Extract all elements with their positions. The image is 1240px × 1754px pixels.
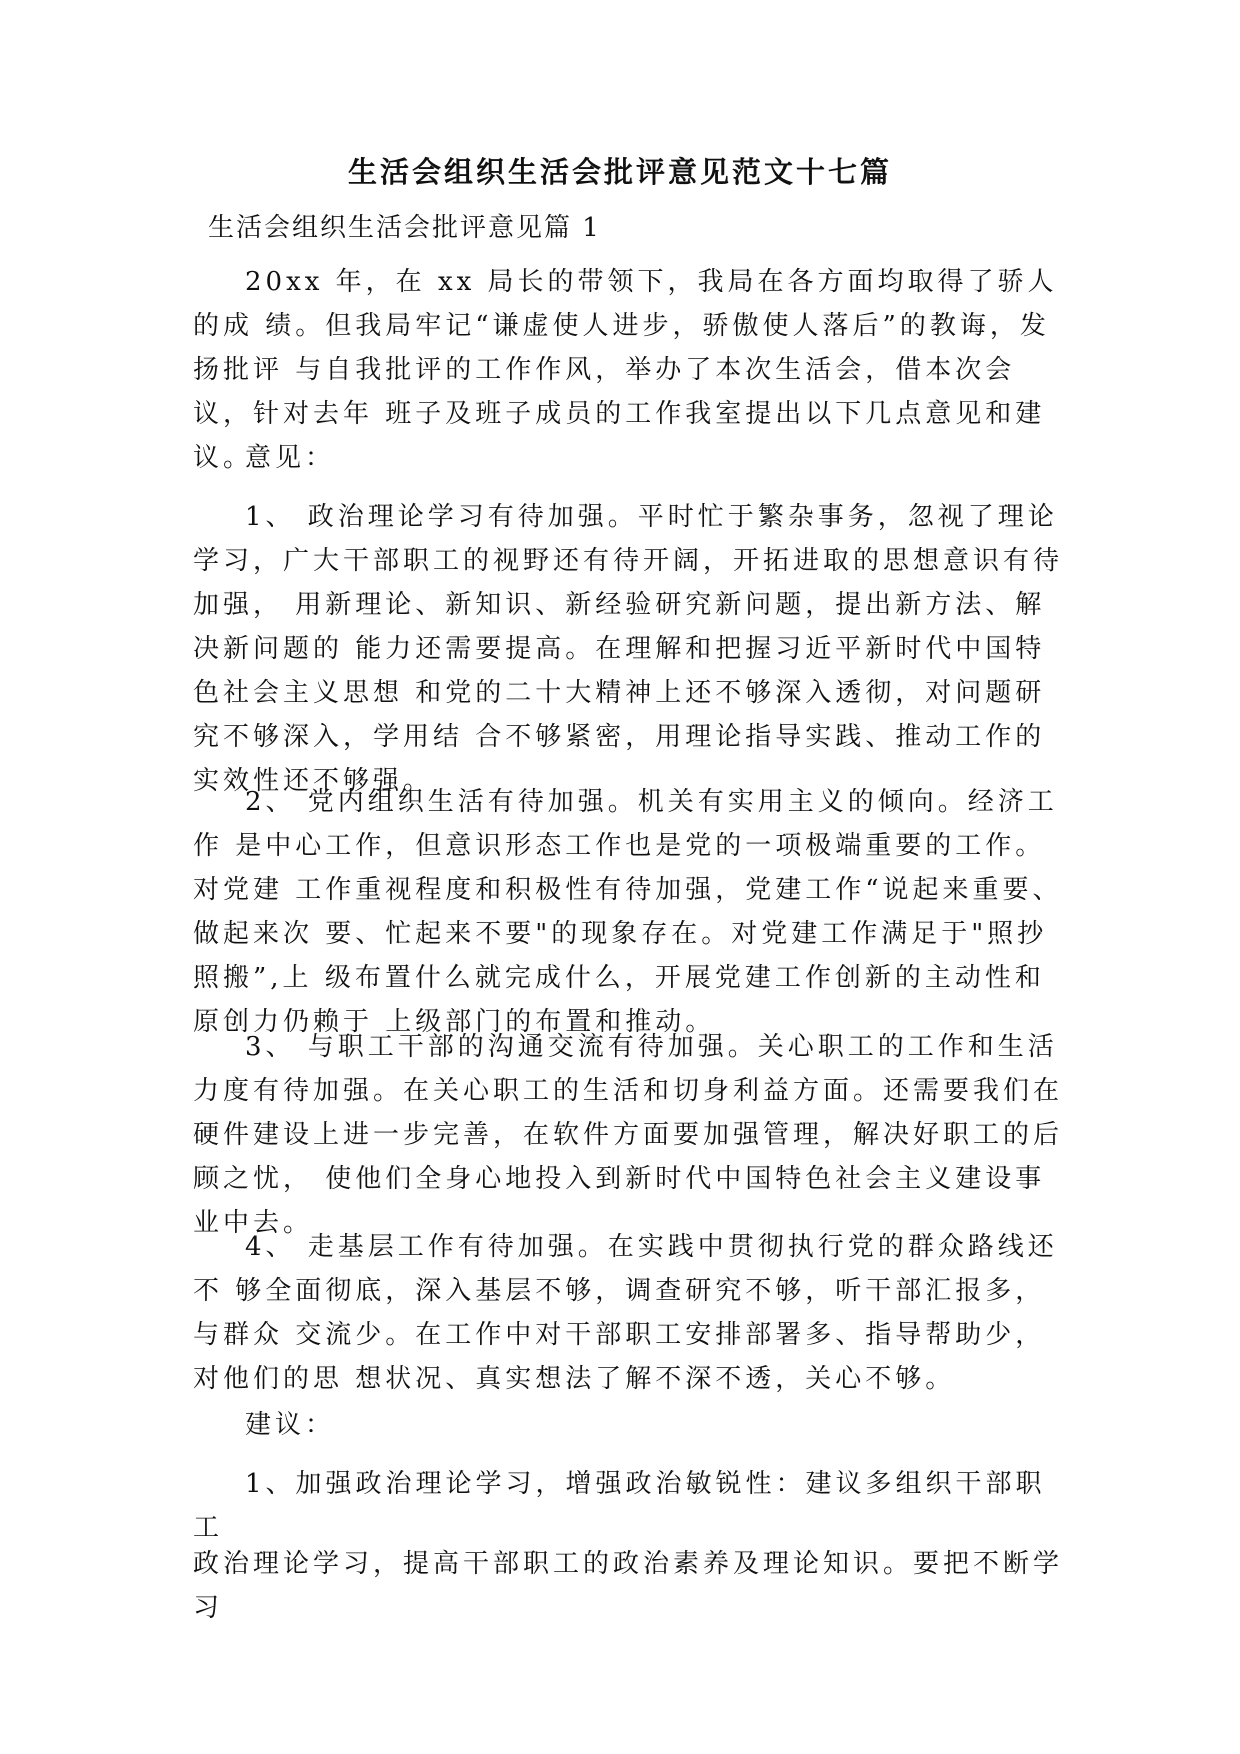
opinion-paragraph-1: 1、 政治理论学习有待加强。平时忙于繁杂事务，忽视了理论学习，广大干部职工的视野还有待开阔，开拓进取的思想意识有待加强， 用新理论、新知识、新经验研究新问题，提出新方法、解决新问题的 能力还需要提高。在理解和把握习近平新时代中国特色社会主义思想 和党的二十大精神上还不够深入透彻，对问题研究不够深入，学用结 合不够紧密，用理论指导实践、推动工作的实效性还不够强。	[193, 502, 1064, 796]
opinions-heading: 意见：	[245, 443, 336, 473]
opinion-paragraph-4: 4、 走基层工作有待加强。在实践中贯彻执行党的群众路线还不 够全面彻底，深入基层不够，调查研究不够，听干部汇报多，与群众 交流少。在工作中对干部职工安排部署多、指导帮助少，对他们的思 想状况、真实想法了解不深不透，关心不够。	[193, 1232, 1058, 1394]
suggestions-heading: 建议：	[245, 1410, 336, 1440]
opinion-paragraph-3: 3、 与职工干部的沟通交流有待加强。关心职工的工作和生活力度有待加强。在关心职工的生活和切身利益方面。还需要我们在硬件建设上进一步完善，在软件方面要加强管理，解决好职工的后顾之忧， 使他们全身心地投入到新时代中国特色社会主义建设事业中去。	[193, 1032, 1064, 1238]
suggestion-paragraph-1-continued: 政治理论学习，提高干部职工的政治素养及理论知识。要把不断学习	[193, 1549, 1064, 1623]
document-title: 生活会组织生活会批评意见范文十七篇	[347, 155, 892, 189]
intro-paragraph: 20xx 年，在 xx 局长的带领下，我局在各方面均取得了骄人的成 绩。但我局牢记“谦虚使人进步，骄傲使人落后”的教诲，发扬批评 与自我批评的工作作风，举办了本次生活会，借本次会议，针对去年 班子及班子成员的工作我室提出以下几点意见和建议。	[193, 267, 1058, 473]
suggestion-paragraph-1: 1、加强政治理论学习，增强政治敏锐性：建议多组织干部职工	[193, 1469, 1046, 1543]
opinion-paragraph-2: 2、 党内组织生活有待加强。机关有实用主义的倾向。经济工作 是中心工作，但意识形态工作也是党的一项极端重要的工作。对党建 工作重视程度和积极性有待加强，党建工作“说起来重要、做起来次 要、忙起来不要"的现象存在。对党建工作满足于"照抄照搬”,上 级布置什么就完成什么，开展党建工作创新的主动性和原创力仍赖于 上级部门的布置和推动。	[193, 787, 1063, 1037]
section-subtitle: 生活会组织生活会批评意见篇 1	[208, 213, 601, 243]
